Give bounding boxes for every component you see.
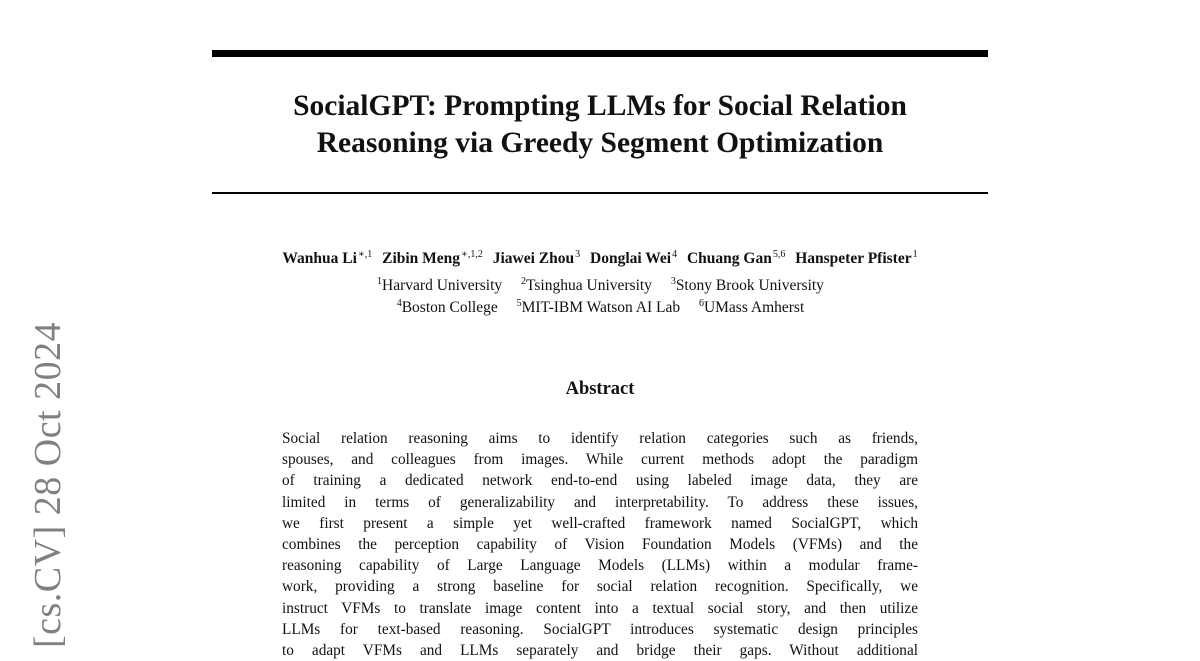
abstract-heading: Abstract [565,379,635,399]
affiliation: $^2$Tsinghua University [521,276,652,294]
author: Zibin Meng$^{∗,1,2}$ [382,249,483,267]
abstract-line: spouses, and colleagues from images. While current methods adopt the paradigm [282,451,918,469]
title-line: Reasoning via Greedy Segment Optimization [316,127,884,159]
affiliation: $^5$MIT-IBM Watson AI Lab [516,298,681,316]
author: Wanhua $Li^{∗,1}$ [282,249,373,267]
abstract-line: LLMs for text-based reasoning. SocialGPT introduces systematic design principles [282,620,918,638]
abstract-line: we first present a simple yet well-crafted framework named SocialGPT, which [282,514,918,532]
affiliation: $^3$Stony Brook University [670,276,824,294]
abstract-line: limited in terms of generalizability and interpretability. To address these issues, [282,493,918,511]
paper-title [212,88,988,162]
affiliation: $^4$Boston College [396,298,498,316]
author: Chuang Gan$^{5,6}$ [686,249,786,267]
affiliation-line [150,298,1050,320]
abstract-line: instruct VFMs to translate image content into a textual social story, and then utilize [282,599,918,617]
affiliation-line [150,276,1050,298]
abstract-line: combines the perception capability of Vision Foundation Models (VFMs) and the [282,536,918,554]
abstract-body [282,428,918,661]
arxiv-stamp: [cs.CV] 28 Oct 2024 [27,321,69,648]
abstract-line: of training a dedicated network end-to-end using labeled image data, they are [282,472,918,490]
abstract-line: Social relation reasoning aims to identify relation categories such as friends, [282,430,918,447]
author: Jiawei Zhou$^3$ [492,249,581,267]
affiliation: $^1$Harvard University [377,276,503,294]
title-top-rule [212,50,988,57]
title-bottom-rule [212,192,988,194]
author: Hanspeter Pfister$^1$ [795,249,918,267]
abstract-line: work, providing a strong baseline for social relation recognition. Specifically, we [282,578,918,596]
affiliation: $^6$UMass Amherst [698,298,805,316]
title-line: SocialGPT: Prompting LLMs for Social Relation [293,90,907,122]
abstract-line: reasoning capability of Large Language Models (LLMs) within a modular frame- [282,557,918,575]
author: Donglai Wei$^4$ [590,249,678,267]
author-list [150,249,1050,271]
abstract-line: to adapt VFMs and LLMs separately and bridge their gaps. Without additional [282,642,918,660]
